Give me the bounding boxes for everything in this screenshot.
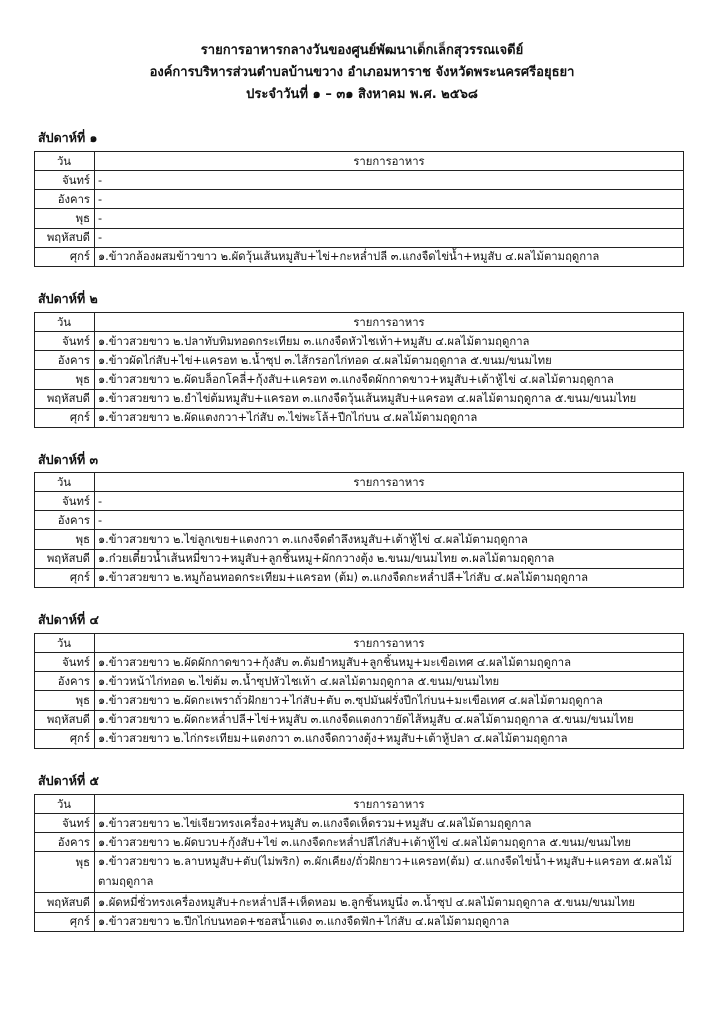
day-cell: จันทร์ <box>35 653 95 672</box>
table-row <box>35 351 684 370</box>
table-row <box>35 511 684 530</box>
table-header-row <box>35 795 684 814</box>
table-row <box>35 653 684 672</box>
column-header-day: วัน <box>35 634 95 653</box>
day-cell: พฤหัสบดี <box>35 389 95 408</box>
day-cell: จันทร์ <box>35 814 95 833</box>
column-header-day: วัน <box>35 313 95 332</box>
table-row <box>35 370 684 389</box>
header-date-range: ประจำวันที่ ๑ – ๓๑ สิงหาคม พ.ศ. ๒๕๖๘ <box>246 87 478 102</box>
table-row <box>35 209 684 228</box>
table-header-row <box>35 152 684 171</box>
menu-cell: - <box>95 171 684 190</box>
menu-cell: ๑.ข้าวสวยขาว ๒.ปลาทับทิมทอดกระเทียม ๓.แกงจืดหัวไชเท้า+หมูสับ ๔.ผลไม้ตามฤดูกาล <box>95 332 684 351</box>
menu-cell: ๑.ข้าวสวยขาว ๒.ผัดผักกาดขาว+กุ้งสับ ๓.ต้มยำหมูสับ+ลูกชิ้นหมู+มะเขือเทศ ๔.ผลไม้ตามฤดูกาล <box>95 653 684 672</box>
day-cell: พฤหัสบดี <box>35 710 95 729</box>
day-cell: ศุกร์ <box>35 568 95 587</box>
day-cell: อังคาร <box>35 351 95 370</box>
day-cell: จันทร์ <box>35 492 95 511</box>
table-row <box>35 389 684 408</box>
column-header-menu: รายการอาหาร <box>95 795 684 814</box>
menu-table-week-2 <box>34 312 684 428</box>
column-header-menu: รายการอาหาร <box>95 634 684 653</box>
menu-cell: ๑.ข้าวสวยขาว ๒.ไข่ลูกเขย+แตงกวา ๓.แกงจืดตำลึงหมูสับ+เต้าหู้ไข่ ๔.ผลไม้ตามฤดูกาล <box>95 530 684 549</box>
menu-cell: ๑.ข้าวสวยขาว ๒.ผัดบล็อกโคลี่+กุ้งสับ+แครอท ๓.แกงจืดผักกาดขาว+หมูสับ+เต้าหู้ไข่ ๔.ผลไม้ตามฤดูกาล <box>95 370 684 389</box>
menu-table-week-4 <box>34 633 684 749</box>
week-title: สัปดาห์ที่ ๕ <box>38 773 99 788</box>
menu-cell: ๑.ข้าวผัดไก่สับ+ไข่+แครอท ๒.น้ำซุป ๓.ไส้กรอกไก่ทอด ๔.ผลไม้ตามฤดูกาล ๕.ขนม/ขนมไทย <box>95 351 684 370</box>
table-row <box>35 530 684 549</box>
menu-cell: ๑.ก๋วยเตี๋ยวน้ำเส้นหมี่ขาว+หมูสับ+ลูกชิ้นหมู+ผักกวางตุ้ง ๒.ขนม/ขนมไทย ๓.ผลไม้ตามฤดูกาล <box>95 549 684 568</box>
day-cell: ศุกร์ <box>35 729 95 748</box>
column-header-menu: รายการอาหาร <box>95 473 684 492</box>
menu-cell: - <box>95 209 684 228</box>
column-header-menu: รายการอาหาร <box>95 152 684 171</box>
column-header-menu: รายการอาหาร <box>95 313 684 332</box>
day-cell: อังคาร <box>35 672 95 691</box>
menu-cell: ๑.ข้าวสวยขาว ๒.ผัดแตงกวา+ไก่สับ ๓.ไข่พะโล้+ปีกไก่บน ๔.ผลไม้ตามฤดูกาล <box>95 408 684 427</box>
menu-cell: - <box>95 511 684 530</box>
day-cell: อังคาร <box>35 833 95 852</box>
day-cell: พุธ <box>35 691 95 710</box>
column-header-day: วัน <box>35 152 95 171</box>
menu-cell: - <box>95 190 684 209</box>
table-row <box>35 568 684 587</box>
table-row <box>35 492 684 511</box>
table-row <box>35 228 684 247</box>
week-title: สัปดาห์ที่ ๑ <box>38 130 98 145</box>
day-cell: ศุกร์ <box>35 912 95 931</box>
menu-cell: ๑.ผัดหมี่ซั่วทรงเครื่องหมูสับ+กะหล่ำปลี+เห็ดหอม ๒.ลูกชิ้นหมูนึ่ง ๓.น้ำซุป ๔.ผลไม้ตามฤดูกาล ๕.ขนม/ขนมไทย <box>95 893 684 912</box>
header-title: รายการอาหารกลางวันของศูนย์พัฒนาเด็กเล็กสุวรรณเจดีย์ <box>200 43 524 58</box>
day-cell: อังคาร <box>35 511 95 530</box>
day-cell: พฤหัสบดี <box>35 228 95 247</box>
table-row <box>35 672 684 691</box>
day-cell: ศุกร์ <box>35 408 95 427</box>
day-cell: พุธ <box>35 209 95 228</box>
week-title: สัปดาห์ที่ ๒ <box>38 291 98 306</box>
table-row <box>35 691 684 710</box>
day-cell: จันทร์ <box>35 171 95 190</box>
column-header-day: วัน <box>35 473 95 492</box>
day-cell: พุธ <box>35 370 95 389</box>
table-header-row <box>35 473 684 492</box>
table-row <box>35 912 684 931</box>
day-cell: อังคาร <box>35 190 95 209</box>
document-header <box>0 40 724 106</box>
menu-cell: ๑.ข้าวสวยขาว ๒.ผัดบวบ+กุ้งสับ+ไข่ ๓.แกงจืดกะหล่ำปลีไก่สับ+เต้าหู้ไข่ ๔.ผลไม้ตามฤดูกาล ๕.ขนม/ขนมไทย <box>95 833 684 852</box>
day-cell: พฤหัสบดี <box>35 549 95 568</box>
menu-cell: ๑.ข้าวสวยขาว ๒.ไข่เจียวทรงเครื่อง+หมูสับ ๓.แกงจืดเห็ดรวม+หมูสับ ๔.ผลไม้ตามฤดูกาล <box>95 814 684 833</box>
table-header-row <box>35 634 684 653</box>
table-row <box>35 549 684 568</box>
week-title: สัปดาห์ที่ ๓ <box>38 452 99 467</box>
column-header-day: วัน <box>35 795 95 814</box>
menu-table-week-1 <box>34 151 684 267</box>
table-row <box>35 408 684 427</box>
table-row <box>35 814 684 833</box>
table-row <box>35 729 684 748</box>
table-row <box>35 833 684 852</box>
menu-cell: ๑.ข้าวสวยขาว ๒.หมูก้อนทอดกระเทียม+แครอท (ต้ม) ๓.แกงจืดกะหล่ำปลี+ไก่สับ ๔.ผลไม้ตามฤดูกาล <box>95 568 684 587</box>
table-row <box>35 332 684 351</box>
menu-cell: ๑.ข้าวสวยขาว ๒.ผัดกะเพราถั่วฝักยาว+ไก่สับ+ตับ ๓.ซุปมันฝรั่งปีกไก่บน+มะเขือเทศ ๔.ผลไม้ตามฤดูกาล <box>95 691 684 710</box>
day-cell: พุธ <box>35 852 95 893</box>
menu-cell: - <box>95 492 684 511</box>
menu-cell: ๑.ข้าวกล้องผสมข้าวขาว ๒.ผัดวุ้นเส้นหมูสับ+ไข่+กะหล่ำปลี ๓.แกงจืดไข่น้ำ+หมูสับ ๔.ผลไม้ตามฤดูกาล <box>95 247 684 266</box>
table-row <box>35 893 684 912</box>
table-row <box>35 852 684 893</box>
week-title: สัปดาห์ที่ ๔ <box>38 612 99 627</box>
menu-cell: ๑.ข้าวสวยขาว ๒.ลาบหมูสับ+ตับ(ไม่พริก) ๓.ผักเคียง/ถั่วฝักยาว+แครอท(ต้ม) ๔.แกงจืดไข่น้ำ+หมูสับ+แครอท ๕.ผลไม้ตามฤดูกาล <box>95 852 684 893</box>
day-cell: ศุกร์ <box>35 247 95 266</box>
day-cell: พุธ <box>35 530 95 549</box>
table-row <box>35 190 684 209</box>
table-row <box>35 247 684 266</box>
menu-cell: ๑.ข้าวหน้าไก่ทอด ๒.ไข่ต้ม ๓.น้ำซุปหัวไชเท้า ๔.ผลไม้ตามฤดูกาล ๕.ขนม/ขนมไทย <box>95 672 684 691</box>
menu-cell: - <box>95 228 684 247</box>
table-header-row <box>35 313 684 332</box>
menu-table-week-3 <box>34 472 684 588</box>
menu-cell: ๑.ข้าวสวยขาว ๒.ยำไข่ต้มหมูสับ+แครอท ๓.แกงจืดวุ้นเส้นหมูสับ+แครอท ๔.ผลไม้ตามฤดูกาล ๕.ขนม/ขนมไทย <box>95 389 684 408</box>
menu-cell: ๑.ข้าวสวยขาว ๒.ปีกไก่บนทอด+ซอสน้ำแดง ๓.แกงจืดฟัก+ไก่สับ ๔.ผลไม้ตามฤดูกาล <box>95 912 684 931</box>
day-cell: จันทร์ <box>35 332 95 351</box>
menu-table-week-5 <box>34 794 684 932</box>
header-organization: องค์การบริหารส่วนตำบลบ้านขวาง อำเภอมหาราช จังหวัดพระนครศรีอยุธยา <box>149 65 575 80</box>
day-cell: พฤหัสบดี <box>35 893 95 912</box>
table-row <box>35 710 684 729</box>
menu-cell: ๑.ข้าวสวยขาว ๒.ผัดกะหล่ำปลี+ไข่+หมูสับ ๓.แกงจืดแตงกวายัดไส้หมูสับ ๔.ผลไม้ตามฤดูกาล ๕.ขนม/ขนมไทย <box>95 710 684 729</box>
menu-cell: ๑.ข้าวสวยขาว ๒.ไก่กระเทียม+แตงกวา ๓.แกงจืดกวางตุ้ง+หมูสับ+เต้าหู้ปลา ๔.ผลไม้ตามฤดูกาล <box>95 729 684 748</box>
table-row <box>35 171 684 190</box>
